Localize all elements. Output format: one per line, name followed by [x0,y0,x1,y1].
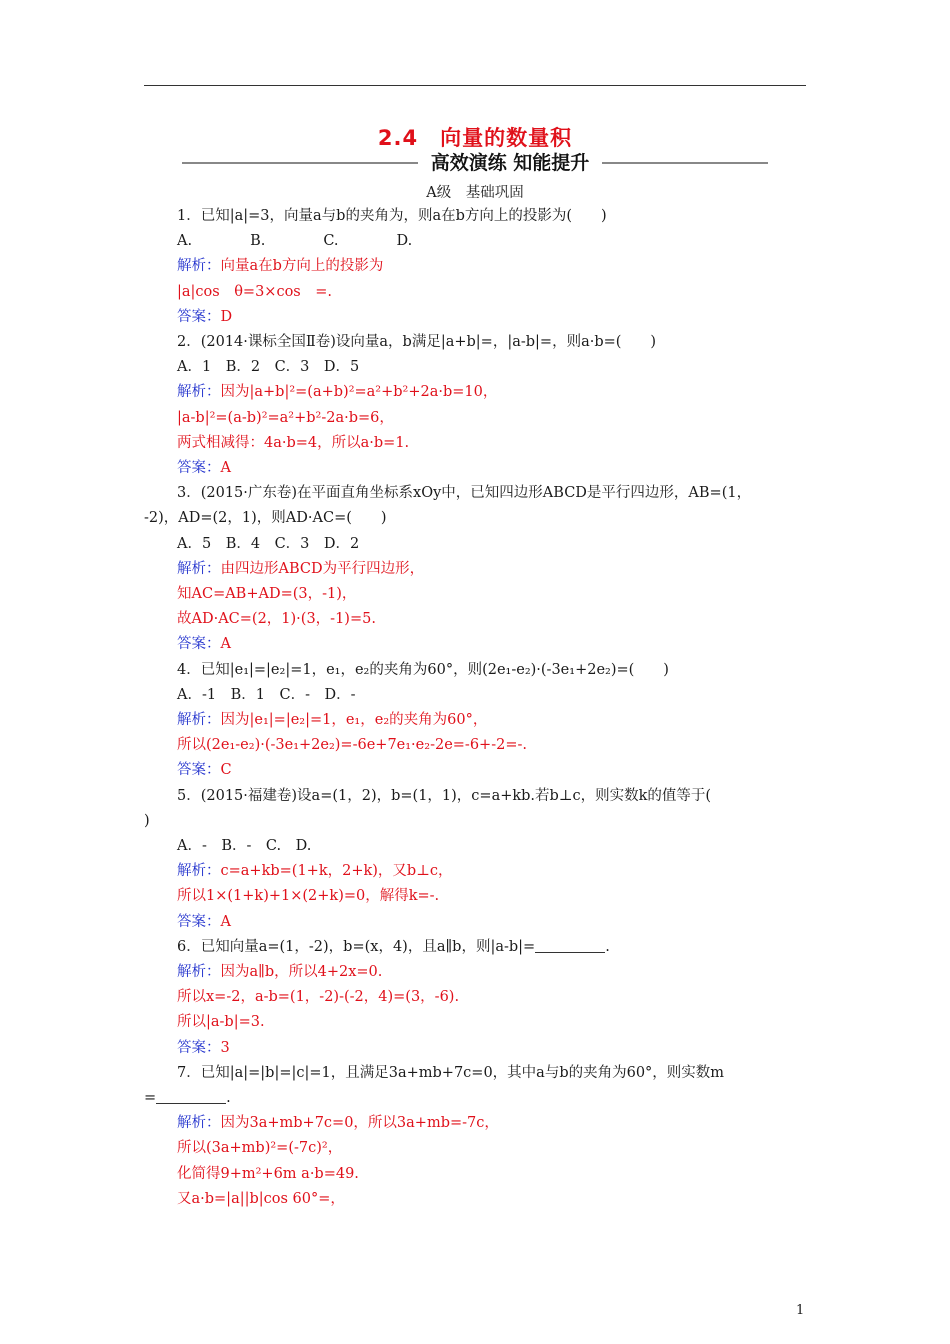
solution-label: 解析： [177,384,221,401]
answer-value: A [220,913,231,930]
answer-value: C [220,762,232,779]
level-heading: A级 基础巩固 [426,185,524,201]
solution-line [177,735,527,755]
answer-blank[interactable] [535,938,605,953]
answer-value: A [220,460,231,476]
solution-line [177,1012,265,1032]
answer-line [177,760,232,780]
solution-line [177,962,382,982]
solution-line [177,609,376,629]
solution-line [177,1113,499,1133]
fill-in-question [177,937,610,957]
answer-label: 答案： [177,460,221,476]
question-line [177,206,607,226]
solution-line [177,1164,359,1184]
question-line [177,836,311,856]
question-text: 7．已知|a|=|b|=|c|=1，且满足3a+mb+7c=0，其中a与b的夹角为60°，则实数m [177,1064,725,1081]
question-text: A．5 B．4 C．3 D．2 [177,535,360,552]
question-tail: . [226,1090,231,1106]
solution-text: 因为3a+mb+7c=0，所以3a+mb=-7c， [220,1115,499,1132]
solution-line [177,282,332,302]
answer-line [177,307,232,327]
question-text: 6．已知向量a=(1，-2)，b=(x，4)，且a∥b，则|a-b|= [177,938,536,955]
question-continuation [144,811,150,831]
solution-text: 所以(2e₁-e₂)·(-3e₁+2e₂)=-6e+7e₁·e₂-2e=-6+-2=-. [177,737,527,754]
fill-in-question [144,1088,231,1108]
answer-blank[interactable] [156,1089,226,1104]
banner-rule-right [602,162,768,164]
solution-line [177,584,356,604]
page-title: 2.4 向量的数量积 [377,126,573,150]
question-text: A．- B．- C. D. [177,838,312,854]
solution-text: 所以(3a+mb)²=(-7c)²， [177,1140,343,1157]
question-line [177,357,359,377]
answer-value: 3 [220,1039,230,1056]
answer-label: 答案： [177,913,221,930]
solution-text: 向量a在b方向上的投影为 [220,258,384,275]
solution-label: 解析： [177,863,221,880]
answer-label: 答案： [177,308,221,325]
question-text: A. B. C. D. [177,233,413,250]
solution-line [177,382,497,402]
solution-line [177,256,383,276]
solution-text: 知AC=AB+AD=(3，-1)， [177,586,357,602]
subtitle-banner [150,148,800,176]
question-text: 5．(2015·福建卷)设a=(1，2)，b=(1，1)，c=a+kb.若b⊥c，则实数k的值等于( [177,787,712,804]
answer-line [177,912,231,932]
answer-value: A [220,636,231,653]
question-line [177,332,656,352]
question-text: A．1 B．2 C．3 D．5 [177,359,360,376]
section-subtitle: 高效演练 知能提升 [430,152,590,174]
solution-line [177,987,459,1007]
solution-text: 因为|a+b|²=(a+b)²=a²+b²+2a·b=10， [220,384,498,401]
solution-text: c=a+kb=(1+k，2+k)，又b⊥c， [220,863,453,880]
question-line [177,660,669,680]
answer-value: D [220,308,233,325]
solution-text: 化简得9+m²+6m a·b=49. [177,1165,359,1182]
question-text: -2)，AD=(2，1)，则AD·AC=( ) [144,510,387,527]
solution-line [177,433,409,453]
question-tail: . [605,938,610,955]
question-line [177,231,412,251]
question-text: = [144,1090,157,1106]
solution-label: 解析： [177,1115,221,1132]
solution-line [177,1138,342,1158]
solution-line [177,408,394,428]
header-rule [144,85,806,86]
answer-label: 答案： [177,1039,221,1056]
solution-text: 由四边形ABCD为平行四边形， [220,560,425,577]
solution-line [177,710,487,730]
banner-rule-left [182,162,418,164]
solution-label: 解析： [177,560,221,577]
solution-line [177,1189,345,1209]
answer-line [177,458,231,478]
answer-label: 答案： [177,636,221,653]
solution-text: 因为|e₁|=|e₂|=1，e₁，e₂的夹角为60°， [220,712,488,728]
page-number: 1 [796,1303,805,1318]
answer-line [177,1038,230,1058]
solution-line [177,886,439,906]
solution-label: 解析： [177,258,221,275]
solution-text: |a|cos θ=3×cos =. [177,283,333,300]
question-line [177,534,359,554]
solution-text: 故AD·AC=(2，1)·(3，-1)=5. [177,611,376,628]
question-text: 3．(2015·广东卷)在平面直角坐标系xOy中，已知四边形ABCD是平行四边形，AB=(1， [177,485,752,502]
question-text: 2．(2014·课标全国Ⅱ卷)设向量a，b满足|a+b|=，|a-b|=，则a·b=( ) [177,334,657,350]
question-continuation [144,508,387,528]
question-line [177,1063,724,1083]
question-line [177,483,751,503]
solution-text: 所以1×(1+k)+1×(2+k)=0，解得k=-. [177,888,440,905]
solution-text: 所以x=-2，a-b=(1，-2)-(-2，4)=(3，-6). [177,989,460,1006]
solution-label: 解析： [177,964,221,980]
answer-label: 答案： [177,762,221,779]
question-line [177,786,711,806]
question-line [177,685,356,705]
solution-label: 解析： [177,712,221,728]
question-text: 4．已知|e₁|=|e₂|=1，e₁，e₂的夹角为60°，则(2e₁-e₂)·(-3e₁+2e₂)=( ) [177,661,669,678]
solution-text: |a-b|²=(a-b)²=a²+b²-2a·b=6， [177,409,394,426]
solution-text: 又a·b=|a||b|cos 60°=， [177,1190,345,1207]
solution-text: 因为a∥b，所以4+2x=0. [220,964,383,980]
question-text: ) [144,812,150,829]
solution-text: 所以|a-b|=3. [177,1014,265,1031]
question-text: A．-1 B．1 C．- D．- [177,686,356,703]
solution-line [177,861,452,881]
question-text: 1．已知|a|=3，向量a与b的夹角为，则a在b方向上的投影为( ) [177,208,607,224]
solution-line [177,559,424,579]
answer-line [177,634,231,654]
solution-text: 两式相减得：4a·b=4，所以a·b=1. [177,434,410,451]
